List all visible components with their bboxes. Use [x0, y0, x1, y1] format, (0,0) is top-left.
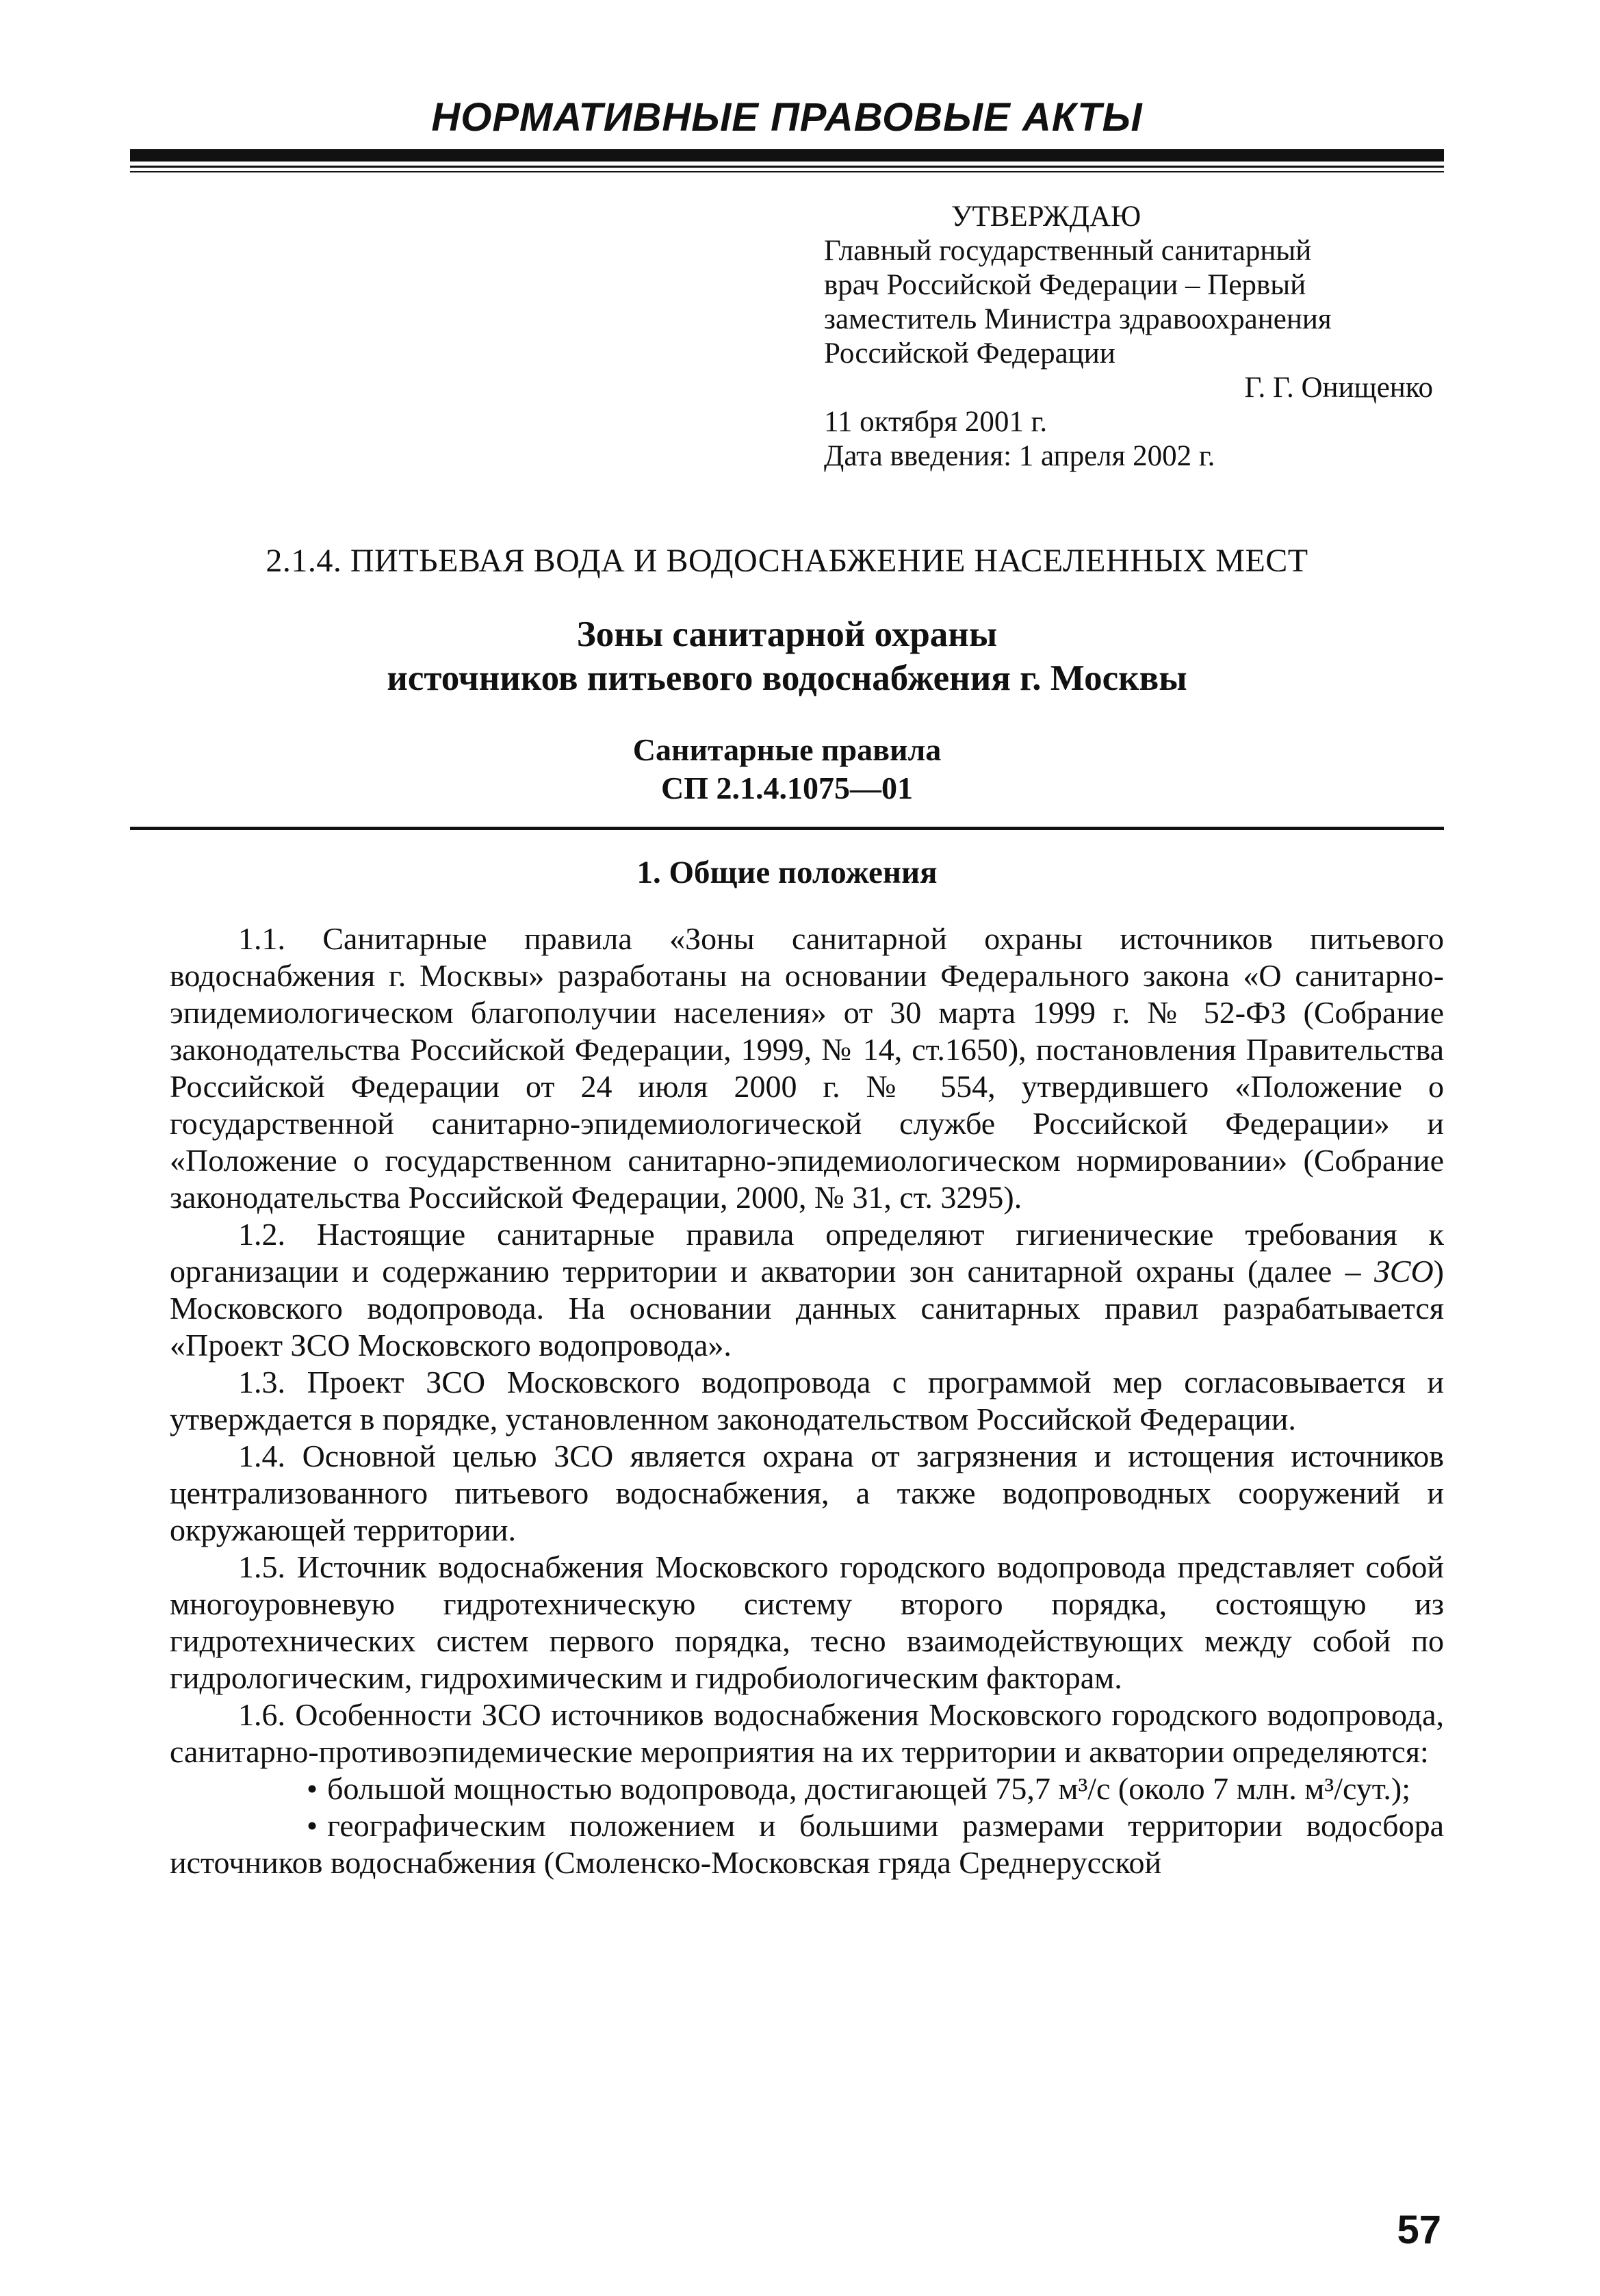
bullet-icon: • [307, 1808, 318, 1843]
section-heading: 1. Общие положения [636, 855, 938, 890]
running-header-title: НОРМАТИВНЫЕ ПРАВОВЫЕ АКТЫ [431, 95, 1143, 140]
bullet-text: большой мощностью водопровода, достигающей 75,7 м³/с (около 7 млн. м³/сут.); [327, 1771, 1411, 1806]
page-number: 57 [1397, 2208, 1441, 2252]
header-rule-thick [130, 149, 1444, 162]
paragraph-1-4: 1.4. Основной целью ЗСО является охрана от загрязнения и истощения источников централизованного питьевого водоснабжения, а также водопроводных сооружений и окружающей территории. [170, 1439, 1444, 1547]
approval-block [824, 200, 1454, 474]
document-type-line: Санитарные правила [632, 732, 942, 767]
paragraph-1-2 [170, 1216, 1444, 1364]
approval-line: Главный государственный санитарный [824, 235, 1312, 267]
paragraph-1-6: 1.6. Особенности ЗСО источников водоснабжения Московского городского водопровода, санитарно-противоэпидемические мероприятия на их территории и акватории определяются: [170, 1697, 1444, 1769]
section-code: 2.1.4. ПИТЬЕВАЯ ВОДА И ВОДОСНАБЖЕНИЕ НАСЕЛЕННЫХ МЕСТ [266, 543, 1308, 579]
paragraph-text: ) Московского водопровода. На основании данных санитарных правил разрабатывается «Проект ЗСО Московского водопровода». [170, 1254, 1444, 1363]
document-type [130, 731, 1444, 808]
paragraph-text: 1.2. Настоящие санитарные правила определяют гигиенические требования к организации и содержанию территории и акватории зон санитарной охраны (далее – [170, 1217, 1444, 1289]
section-divider [130, 827, 1444, 830]
paragraph-1-1: 1.1. Санитарные правила «Зоны санитарной охраны источников питьевого водоснабжения г. Москвы» разработаны на основании Федерального закона «О санитарно-эпидемиологическом благополучии населения» от 30 марта 1999 г. № 52-ФЗ (Собрание законодательства Российской Федерации, 1999, № 14, ст.1650), постановления Правительства Российской Федерации от 24 июля 2000 г. № 554, утвердившего «Положение о государственной санитарно-эпидемиологической службе Российской Федерации» и «Положение о государственном санитарно-эпидемиологическом нормировании» (Собрание законодательства Российской Федерации, 2000, № 31, ст. 3295). [170, 921, 1444, 1215]
document-number: СП 2.1.4.1075—01 [661, 771, 913, 805]
paragraph-1-3: 1.3. Проект ЗСО Московского водопровода с программой мер согласовывается и утверждается в порядке, установленном законодательством Российской Федерации. [170, 1365, 1444, 1436]
body-text [170, 920, 1444, 1881]
document-title-line: Зоны санитарной охраны [576, 615, 998, 654]
bullet-icon: • [307, 1771, 318, 1806]
effective-date: Дата введения: 1 апреля 2002 г. [824, 440, 1215, 472]
approval-heading: УТВЕРЖДАЮ [951, 201, 1141, 233]
approval-line: врач Российской Федерации – Первый [824, 269, 1306, 301]
paragraph-1-5: 1.5. Источник водоснабжения Московского городского водопровода представляет собой многоуровневую гидротехническую систему второго порядка, состоящую из гидротехнических систем первого порядка, тесно взаимодействующих между собой по гидрологическим, гидрохимическим и гидробиологическим факторам. [170, 1549, 1444, 1695]
approval-line: заместитель Министра здравоохранения [824, 303, 1332, 335]
bullet-text: географическим положением и большими размерами территории водосбора источников водоснабжения (Смоленско-Московская гряда Среднерусской [170, 1808, 1444, 1880]
abbreviation: ЗСО [1373, 1254, 1434, 1289]
approval-line: Российской Федерации [824, 337, 1115, 370]
bullet-item [170, 1770, 1444, 1807]
approval-date: 11 октября 2001 г. [824, 406, 1048, 438]
header-rule-thin [130, 171, 1444, 172]
bullet-item [170, 1807, 1444, 1881]
approval-signatory: Г. Г. Онищенко [1244, 372, 1433, 404]
document-title-line: источников питьевого водоснабжения г. Москвы [387, 658, 1187, 698]
header-rule-thin [130, 166, 1444, 168]
document-title [130, 612, 1444, 700]
